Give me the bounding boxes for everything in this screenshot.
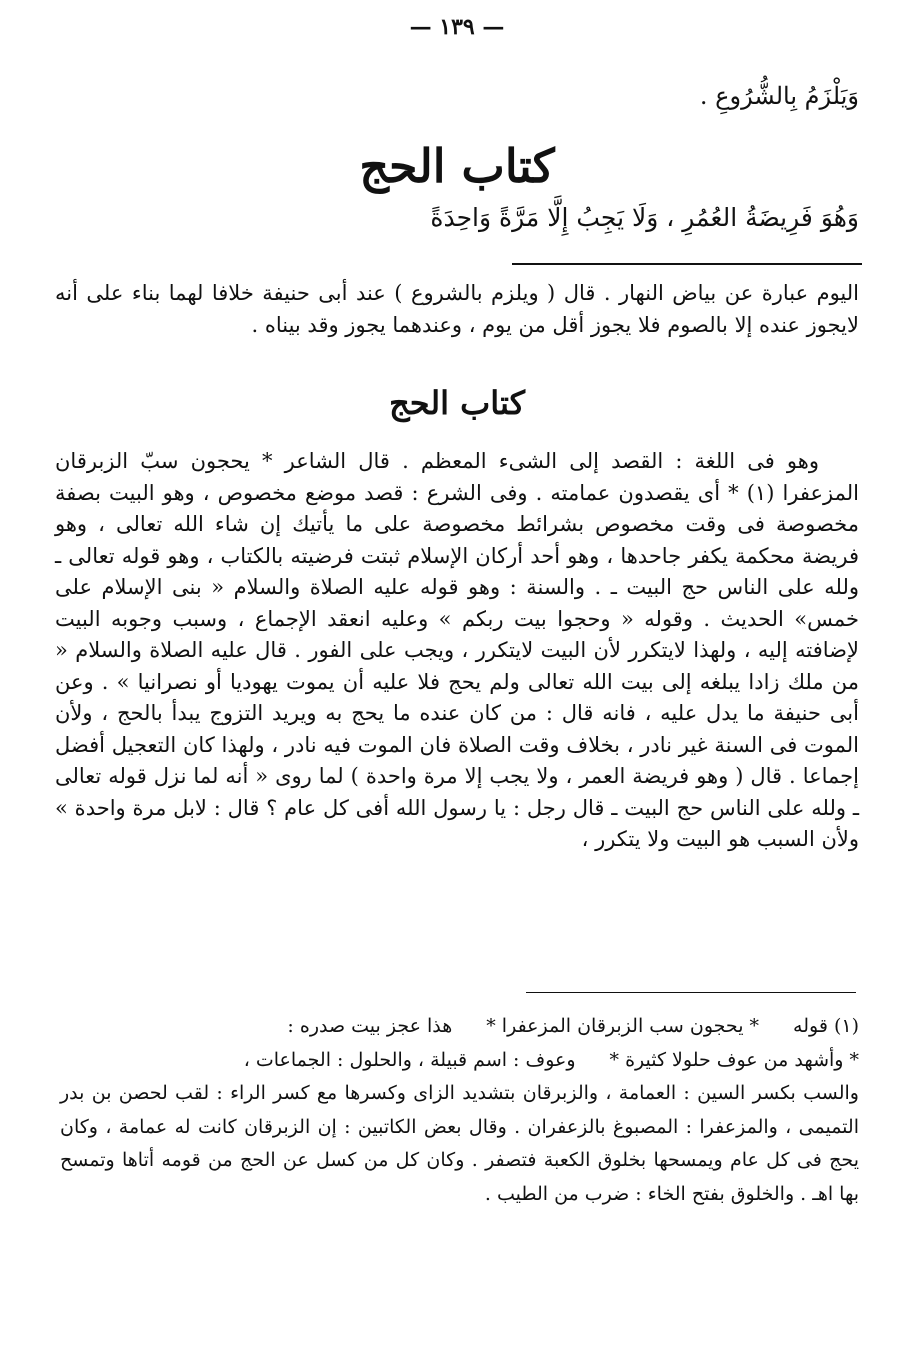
matn-text: وَهُوَ فَرِيضَةُ العُمُرِ ، وَلَا يَجِبُ إِلَّا مَرَّةً وَاحِدَةً [430,203,859,232]
footnote-marker: (١) قوله [793,1015,859,1037]
section-title: كتاب الحج [389,384,525,422]
footnote-verse-quote: * يحجون سب الزبرقان المزعفرا * [486,1015,760,1037]
footnote-separator-rule [526,992,856,993]
footnote-verse-note: هذا عجز بيت صدره : [287,1015,453,1037]
commentary-paragraph: اليوم عبارة عن بياض النهار . قال ( ويلزم بالشروع ) عند أبى حنيفة خلافا لهما بناء على أنه لايجوز عنده إلا بالصوم فلا يجوز أقل من يوم ، وعندهما يجوز وقد بيناه . [55,281,859,337]
footnote-text: والسب بكسر السين : العمامة ، والزبرقان بتشديد الزاى وكسرها مع كسر الراء : لقب لحصن بن بدر التميمى ، والمزعفرا : المصبوغ بالزعفران . وقال بعض الكاتبين : إن الزبرقان كانت له عمامة ، وكان يحج فى كل عام ويمسحها بخلوق الكعبة فتصفر . وكان كل من كسل عن الحج من قومه أتاها وتمسح بها اهـ . والخلوق بفتح الخاء : ضرب من الطيب . [60,1082,859,1205]
footnote-verse-line [60,1010,859,1044]
chapter-title: كتاب الحج [359,139,555,193]
footnote-verse-line [60,1044,859,1078]
matn-separator-rule [512,263,862,265]
footnote [60,1010,859,1211]
matn-opening-line: وَيَلْزَمُ بِالشُّرُوعِ . [699,82,859,110]
footnote-verse-quote: * وأشهد من عوف حلولا كثيرة * [609,1048,859,1071]
footnote-verse-note: وعوف : اسم قبيلة ، والحلول : الجماعات ، [243,1048,576,1071]
commentary-paragraph: وهو فى اللغة : القصد إلى الشىء المعظم . قال الشاعر * يحجون سبّ الزبرقان المزعفرا (١) * أى يقصدون عمامته . وفى الشرع : قصد موضع مخصوص ، وهو البيت بصفة مخصوصة فى وقت مخصوص بشرائط مخصوصة على ما يأتيك إن شاء الله تعالى ، وهو فريضة محكمة يكفر جاحدها ، وهو أحد أركان الإسلام ثبتت فرضيته بالكتاب ، وهو قوله تعالى ـ ولله على الناس حج البيت ـ . والسنة : وهو قوله عليه الصلاة والسلام « بنى الإسلام على خمس» الحديث . وقوله « وحجوا بيت ربكم » وعليه انعقد الإجماع ، وسبب وجوبه البيت لإضافته إليه ، ولهذا لايتكرر لأن البيت لايتكرر ، ويجب على الفور . قال عليه الصلاة والسلام « من ملك زادا يبلغه إلى بيت الله تعالى ولم يحج فلا عليه أن يموت يهوديا أو نصرانيا » . وعن أبى حنيفة ما يدل عليه ، فانه قال : من كان عنده ما يحج به ويريد التزوج يبدأ بالحج ، ولأن الموت فى السنة غير نادر ، بخلاف وقت الصلاة فان الموت فيه نادر ، ولهذا كان التعجيل أفضل إجماعا . قال ( وهو فريضة العمر ، ولا يجب إلا مرة واحدة ) لما روى « أنه لما نزل قوله تعالى ـ ولله على الناس حج البيت ـ قال رجل : يا رسول الله أفى كل عام ؟ قال : لابل مرة واحدة » ولأن السبب هو البيت ولا يتكرر ، [55,449,860,851]
commentary-block-main [55,446,859,856]
commentary-block-top [55,278,859,341]
page-number: — ١٣٩ — [409,14,505,40]
